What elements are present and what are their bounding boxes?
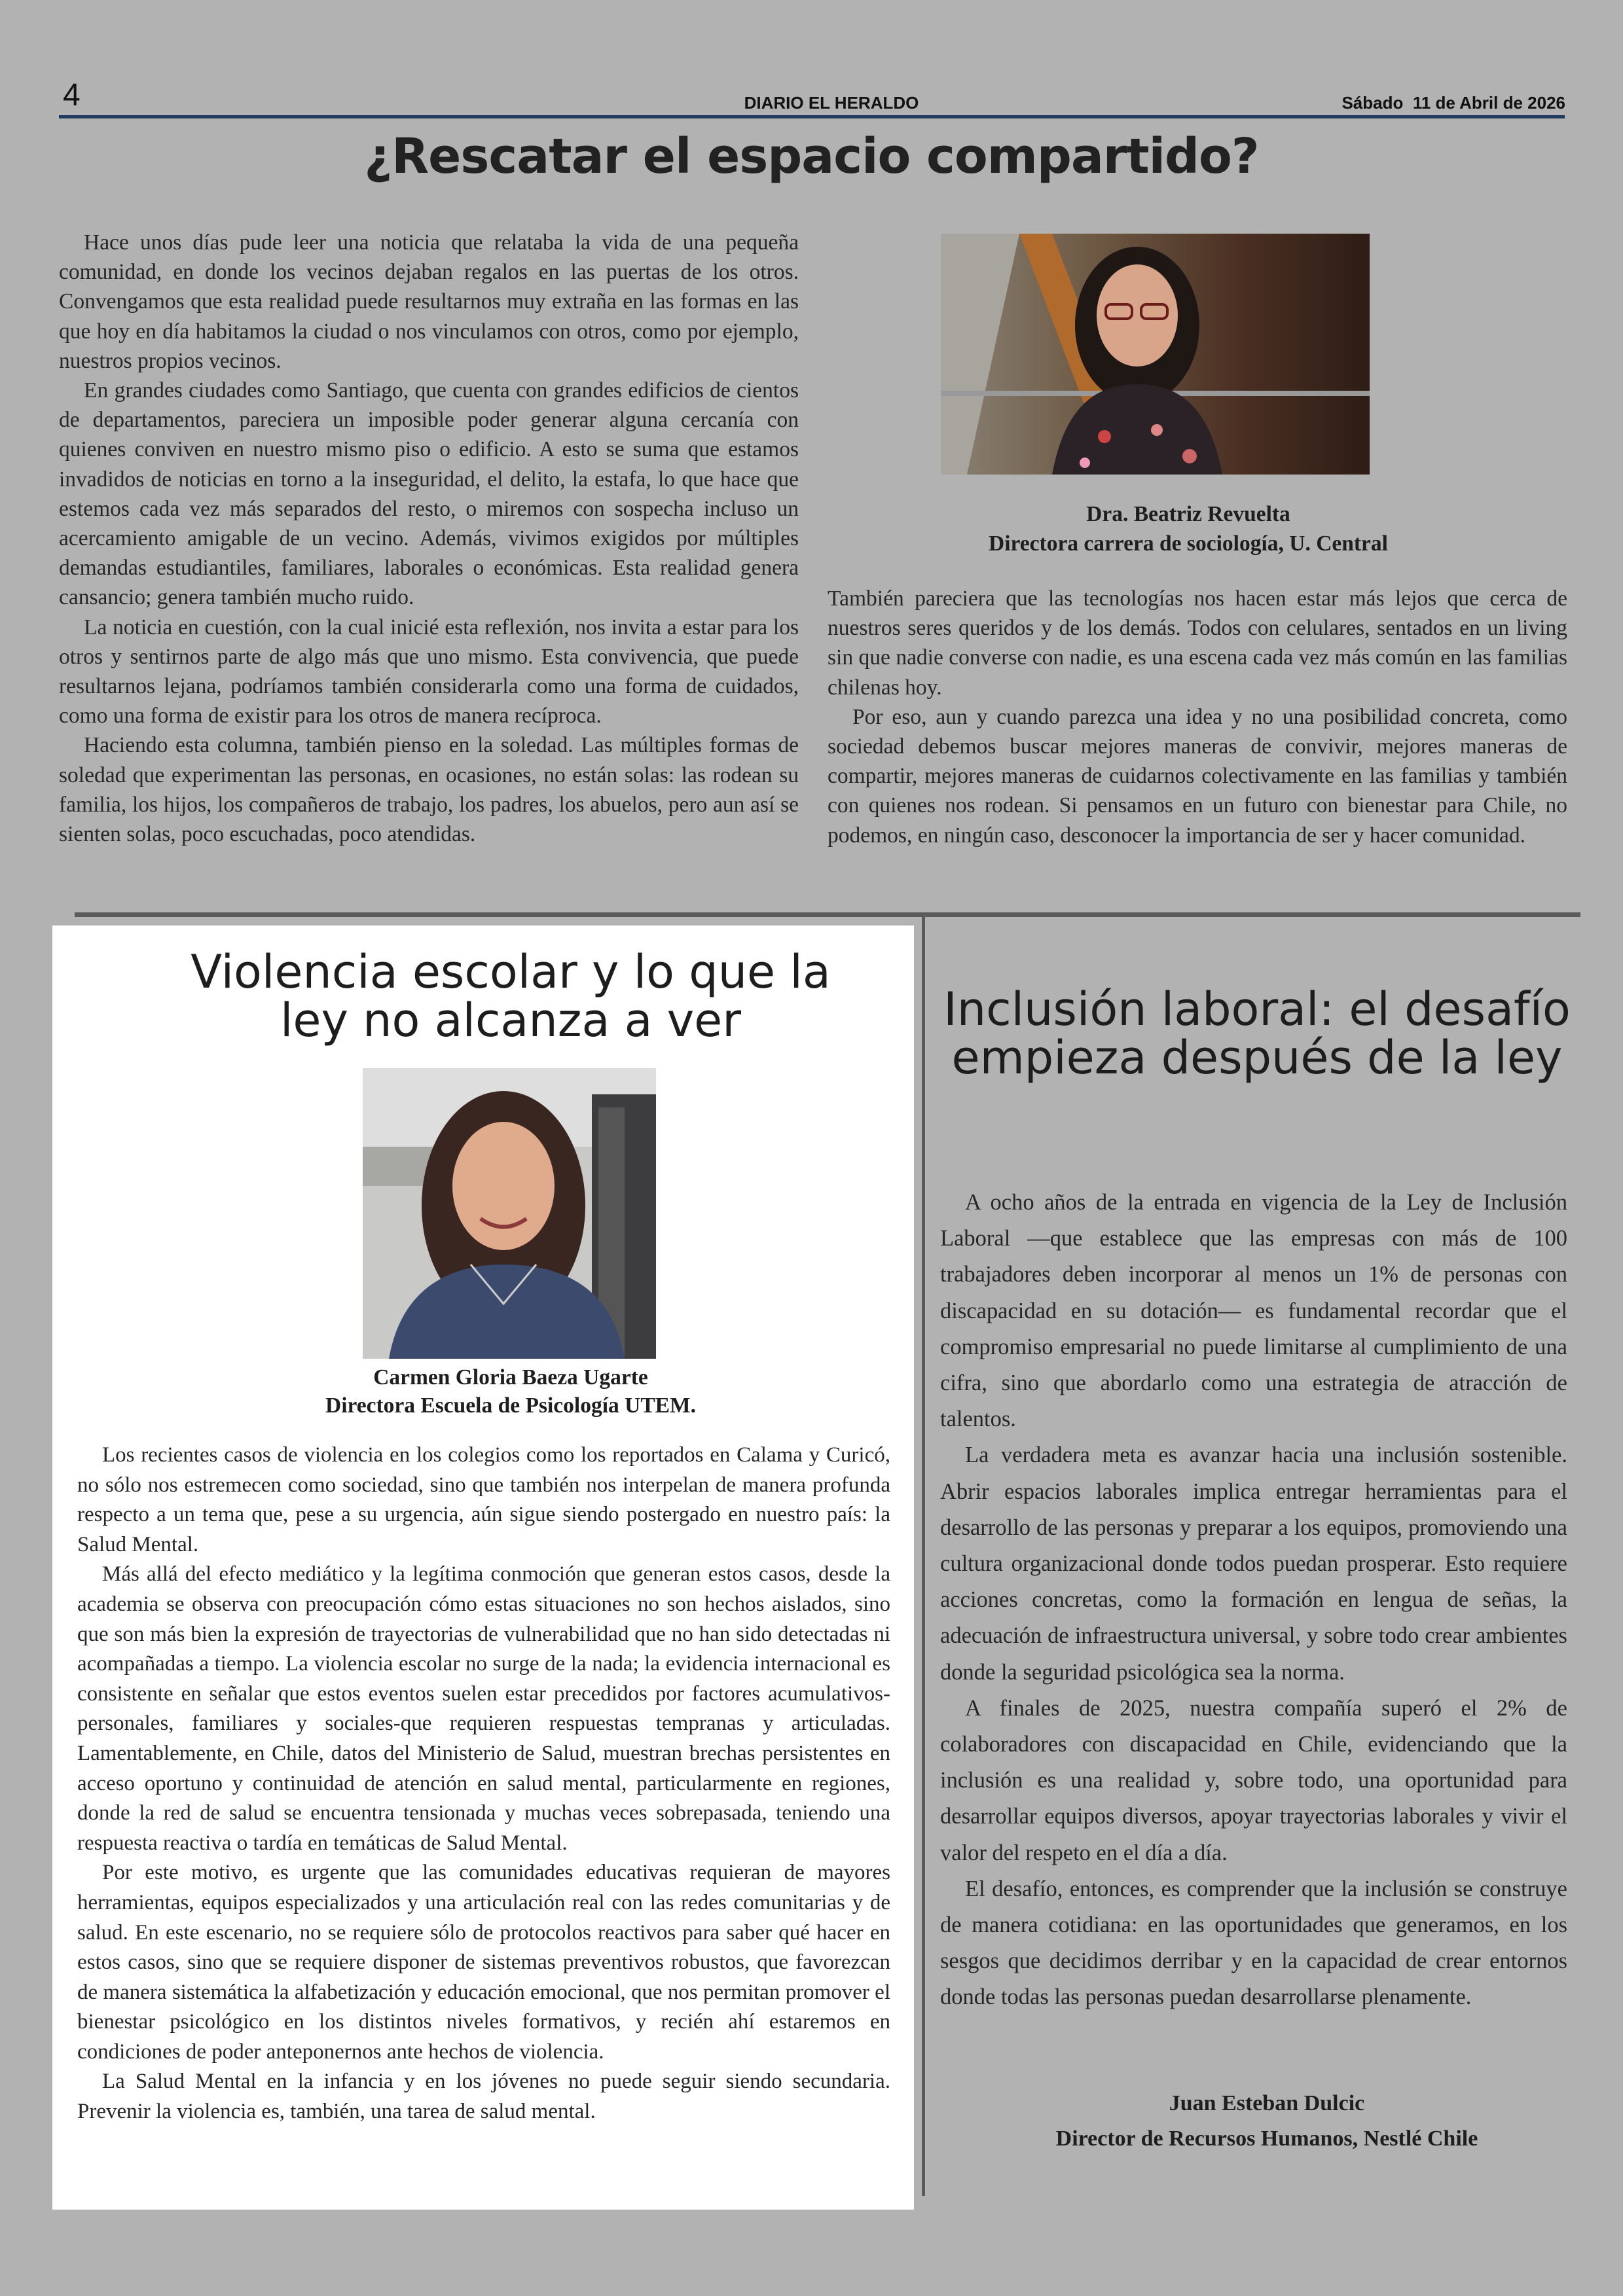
- section-divider-vertical: [922, 916, 925, 2196]
- article-3-title-line: Inclusión laboral: el desafío: [943, 982, 1571, 1036]
- article-1-author-role: Directora carrera de sociología, U. Central: [989, 531, 1388, 556]
- article-1-paragraph: Por eso, aun y cuando parezca una idea y no una posibilidad concreta, como sociedad debemos buscar mejores maneras de convivir, mejores maneras de compartir, mejores maneras de cuidarnos colectivamente en las familias y también con quienes nos rodean. Si pensamos en un futuro con bienestar para Chile, no podemos, en ningún caso, desconocer la importancia de ser y hacer comunidad.: [828, 704, 1567, 848]
- article-1-left-column: [59, 228, 799, 849]
- article-2-author-role: Directora Escuela de Psicología UTEM.: [325, 1393, 696, 1418]
- article-3-paragraph: A ocho años de la entrada en vigencia de la Ley de Inclusión Laboral —que establece que las empresas con más de 100 trabajadores deben incorporar al menos un 1% de personas con discapacidad en su dotación— es fundamental recordar que el compromiso empresarial no puede limitarse al cumplimiento de una cifra, sino que abordarlo como una estrategia de atracción de talentos.: [940, 1190, 1567, 1432]
- article-3-paragraph: A finales de 2025, nuestra compañía superó el 2% de colaboradores con discapacidad en Chile, evidenciando que la inclusión es una realidad y, sobre todo, una oportunidad para desarrollar equipos diversos, apoyar trayectorias laborales y vivir el valor del respeto en el día a día.: [940, 1695, 1567, 1865]
- article-3-body: [940, 1185, 1567, 2016]
- article-1-paragraph: En grandes ciudades como Santiago, que cuenta con grandes edificios de cientos de departamentos, pareciera un imposible poder generar alguna cercanía con quienes conviven en nuestro mismo piso o edificio. A esto se suma que estamos invadidos de noticias en torno a la inseguridad, el delito, la estafa, lo que hace que estemos cada vez más separados del resto, o miremos con sospecha incluso un acercamiento amigable de un vecino. Además, vivimos exigidos por múltiples demandas estudiantiles, familiares, laborales o económicas. Esta realidad genera cansancio; genera también mucho ruido.: [59, 378, 799, 610]
- article-2-title: [52, 945, 969, 1047]
- article-2-paragraph: La Salud Mental en la infancia y en los jóvenes no puede seguir siendo secundaria. Prevenir la violencia es, también, una tarea de salud mental.: [77, 2070, 890, 2124]
- article-3-paragraph: El desafío, entonces, es comprender que la inclusión se construye de manera cotidiana: en las oportunidades que generamos, en los sesgos que decidimos derribar y en la capacidad de crear entornos donde todas las personas puedan desarrollarse plenamente.: [940, 1876, 1567, 2010]
- article-1-title: ¿Rescatar el espacio compartido?: [364, 128, 1259, 185]
- article-2-author-name: Carmen Gloria Baeza Ugarte: [373, 1365, 648, 1390]
- article-2-title-line: Violencia escolar y lo que la: [191, 945, 831, 999]
- article-3-author-name: Juan Esteban Dulcic: [1169, 2091, 1365, 2115]
- article-2-byline: [52, 1363, 969, 1420]
- article-1-byline: [845, 499, 1532, 558]
- article-3-title: [930, 982, 1584, 1085]
- article-2-paragraph: Los recientes casos de violencia en los colegios como los reportados en Calama y Curicó, no sólo nos estremecen como sociedad, sino que también nos interpelan de manera profunda respecto a un tema que, pese a su urgencia, aún sigue siendo postergado en nuestro país: la Salud Mental.: [77, 1443, 890, 1556]
- section-divider-horizontal: [75, 912, 1580, 917]
- article-1-author-name: Dra. Beatriz Revuelta: [1086, 502, 1290, 526]
- article-2-author-photo: [363, 1068, 656, 1359]
- article-2-paragraph: Más allá del efecto mediático y la legítima conmoción que generan estos casos, desde la academia se observa con preocupación cómo estas situaciones no son hechos aislados, sino que son más bien la expresión de trayectorias de vulnerabilidad que no han sido detectadas ni acompañadas a tiempo. La violencia escolar no surge de la nada; la evidencia internacional es consistente en señalar que estos eventos suelen estar precedidos por factores acumulativos-personales, familiares y sociales-que requieren respuestas tempranas y articuladas. Lamentablemente, en Chile, datos del Ministerio de Salud, muestran brechas persistentes en acceso oportuno y continuidad de atención en salud mental, particularmente en regiones, donde la red de salud se encuentra tensionada y muchas veces sobrepasada, teniendo una respuesta reactiva o tardía en temáticas de Salud Mental.: [77, 1562, 890, 1855]
- article-2-paragraph: Por este motivo, es urgente que las comunidades educativas requieran de mayores herramientas, equipos especializados y una articulación real con las redes comunitarias y de salud. En este escenario, no se requiere sólo de protocolos reactivos para saber qué hacer en estos casos, sino que se requiere disponer de sistemas preventivos robustos, que favorezcan de manera sistemática la alfabetización y educación emocional, que nos permitan promover el bienestar psicológico en los distintos niveles formativos, y recién ahí estaremos en condiciones de poder anteponernos ante hechos de violencia.: [77, 1861, 890, 2064]
- header-rule: [59, 115, 1565, 118]
- article-1-right-column: [828, 584, 1567, 850]
- article-3-author-role: Director de Recursos Humanos, Nestlé Chile: [1055, 2126, 1478, 2151]
- portrait-woman-glasses-image: [941, 234, 1370, 475]
- article-1-paragraph: La noticia en cuestión, con la cual inicié esta reflexión, nos invita a estar para los otros y sentirnos parte de algo más que uno mismo. Esta convivencia, que puede resultarnos lejana, podríamos también considerarla como una forma de cuidados, como una forma de existir para los otros de manera recíproca.: [59, 615, 799, 728]
- newspaper-name: DIARIO EL HERALDO: [744, 93, 919, 113]
- article-1-author-photo: [941, 234, 1370, 475]
- portrait-woman-smiling-image: [363, 1068, 656, 1359]
- article-2-title-line: ley no alcanza a ver: [280, 994, 742, 1047]
- article-3-paragraph: La verdadera meta es avanzar hacia una inclusión sostenible. Abrir espacios laborales implica entregar herramientas para el desarrollo de las personas y preparar a los equipos, promoviendo una cultura organizacional donde todos puedan prosperar. Esto requiere acciones concretas, como la formación en lengua de señas, la adecuación de infraestructura universal, y sobre todo crear ambientes donde la seguridad psicológica sea la norma.: [940, 1443, 1567, 1685]
- article-3-title-line: empieza después de la ley: [951, 1031, 1563, 1085]
- page-number: 4: [63, 78, 81, 113]
- article-1-paragraph: Hace unos días pude leer una noticia que relataba la vida de una pequeña comunidad, en donde los vecinos dejaban regalos en las puertas de los otros. Convengamos que esta realidad puede resultarnos muy extraña en las formas en las que hoy en día habitamos la ciudad o nos vinculamos con otros, como por ejemplo, nuestros propios vecinos.: [59, 230, 799, 373]
- article-1-paragraph: Haciendo esta columna, también pienso en la soledad. Las múltiples formas de soledad que experimentan las personas, en ocasiones, no están solas: las rodean su familia, los hijos, los compañeros de trabajo, los padres, los abuelos, pero aun así se sienten solas, poco escuchadas, poco atendidas.: [59, 733, 799, 847]
- article-3-byline: [930, 2086, 1604, 2157]
- article-1-paragraph: También pareciera que las tecnologías nos hacen estar más lejos que cerca de nuestros seres queridos y de los demás. Todos con celulares, sentados en un living sin que nadie converse con nadie, es una escena cada vez más común en las familias chilenas hoy.: [828, 586, 1567, 700]
- article-2-body: [77, 1441, 890, 2127]
- issue-date: Sábado 11 de Abril de 2026: [1341, 93, 1565, 113]
